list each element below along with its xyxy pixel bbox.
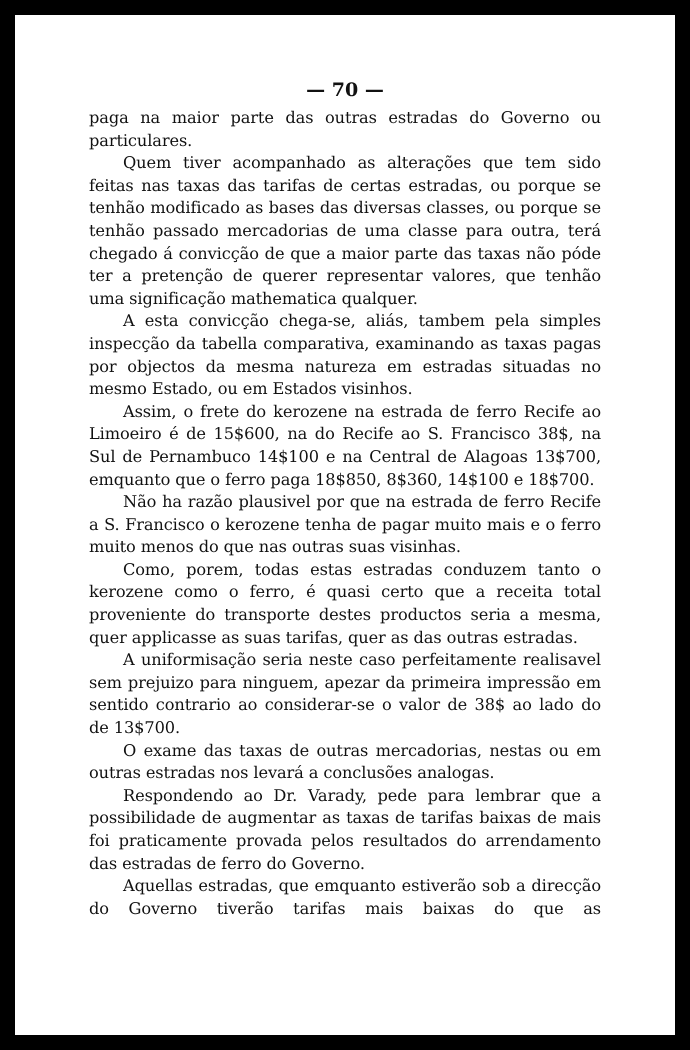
paragraph: Assim, o frete do kerozene na estrada de ferro Recife ao Limoeiro é de 15$600, na do Recife ao S. Francisco 38$, na Sul de Pernambuco 14$100 e na Central de Alagoas 13$700, emquanto que o ferro paga 18$850, 8$360, 14$100 e 18$700. <box>89 401 601 489</box>
paragraph: A esta convicção chega-se, aliás, tambem pela simples inspecção da tabella comparativa, examinando as taxas pagas por objectos da mesma natureza em estradas situadas no mesmo Estado, ou em Estados visinhos. <box>89 311 601 399</box>
paragraph-continuation: paga na maior parte das outras estradas do Governo ou particulares. <box>89 108 601 150</box>
book-page <box>15 15 675 1035</box>
page-number: — 70 — <box>306 79 384 101</box>
paragraph: Quem tiver acompanhado as alterações que tem sido feitas nas taxas das tarifas de certas estradas, ou porque se tenhão modificado as bases das diversas classes, ou porque se tenhão passado mercadorias de uma classe para outra, terá chegado á convicção de que a maior parte das taxas não póde ter a pretenção de querer representar valores, que tenhão uma significação mathematica qualquer. <box>89 153 601 308</box>
paragraph-continues: Aquellas estradas, que emquanto estiverão sob a direcção do Governo tiverão tarifas mais baixas do que as <box>89 876 601 918</box>
paragraph: Não ha razão plausivel por que na estrada de ferro Recife a S. Francisco o kerozene tenha de pagar muito mais e o ferro muito menos do que nas outras suas visinhas. <box>89 492 601 557</box>
paragraph: Como, porem, todas estas estradas conduzem tanto o kerozene como o ferro, é quasi certo que a receita total proveniente do transporte destes productos seria a mesma, quer applicasse as suas tarifas, quer as das outras estradas. <box>89 559 601 647</box>
paragraph: A uniformisação seria neste caso perfeitamente realisavel sem prejuizo para ninguem, apezar da primeira impressão em sentido contrario ao considerar-se o valor de 38$ ao lado do de 13$700. <box>89 650 601 738</box>
paragraph: O exame das taxas de outras mercadorias, nestas ou em outras estradas nos levará a conclusões analogas. <box>89 740 601 783</box>
paragraph: Respondendo ao Dr. Varady, pede para lembrar que a possibilidade de augmentar as taxas de tarifas baixas de mais foi praticamente provada pelos resultados do arrendamento das estradas de ferro do Governo. <box>89 785 601 873</box>
body-text <box>89 107 601 920</box>
